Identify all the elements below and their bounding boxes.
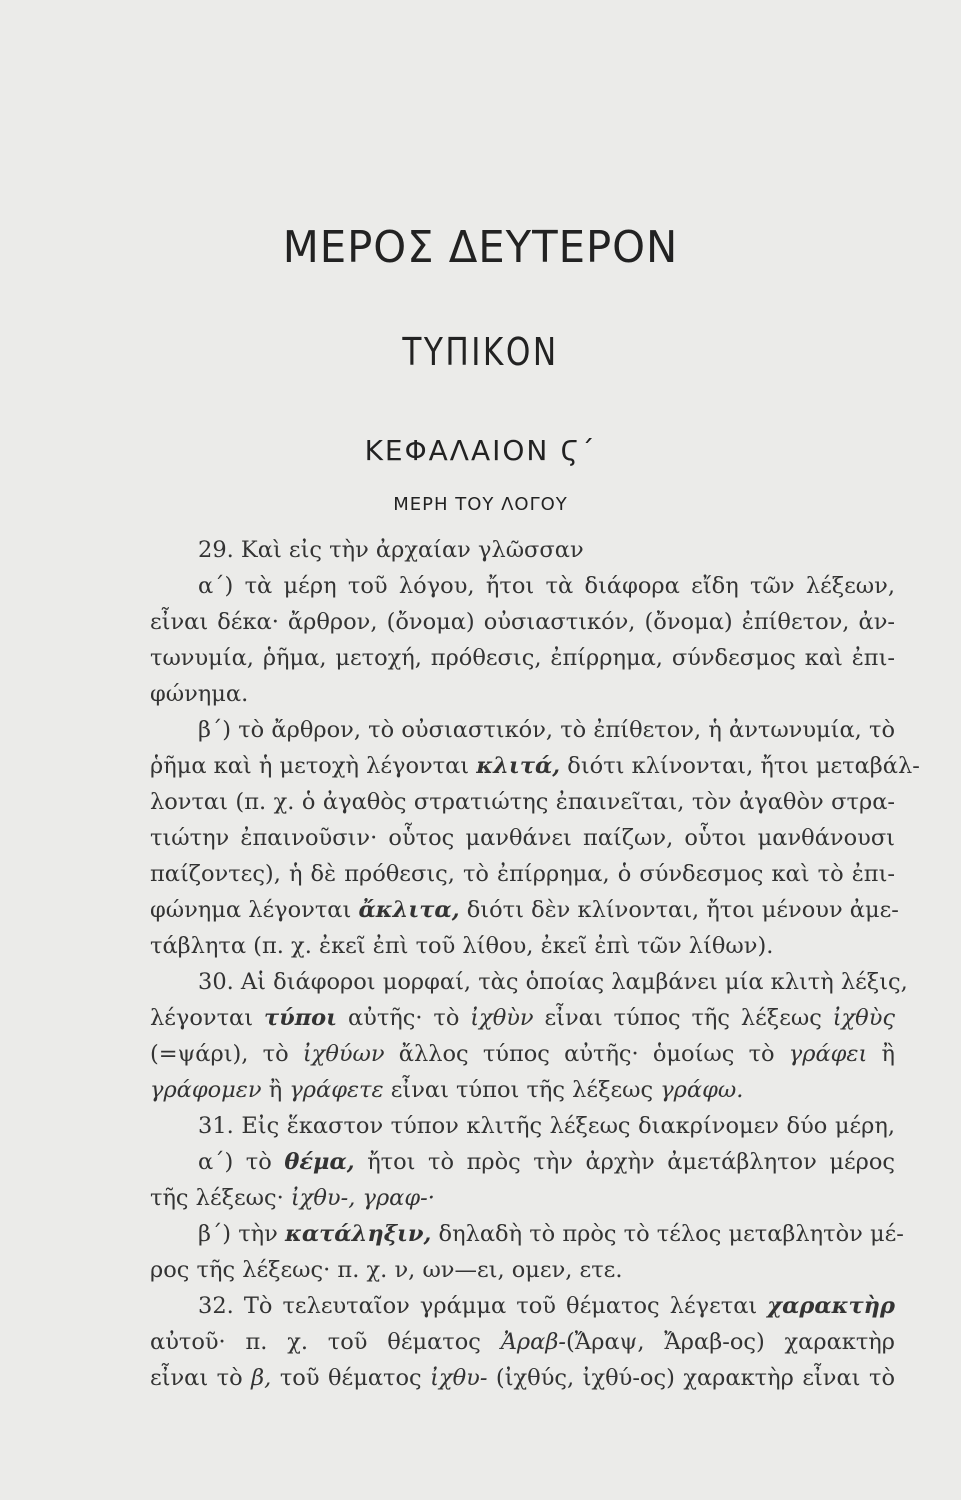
text-run: διότι δὲν κλίνονται, ἤτοι μένουν ἀμε- [459, 897, 899, 923]
text-run: ἢ [261, 1077, 290, 1103]
text-run: φώνημα λέγονται [150, 897, 359, 923]
term-emphasis: ἄκλιτα, [358, 897, 460, 923]
text-run: φώνημα. [150, 681, 249, 707]
text-line [150, 712, 895, 748]
text-line [150, 1216, 904, 1252]
section-title: ΤΥΠΙΚΟΝ [402, 330, 559, 374]
text-run: 29. Καὶ εἰς τὴν ἀρχαίαν γλῶσσαν [198, 537, 584, 563]
text-line [150, 1072, 895, 1108]
chapter-title: ΚΕΦΑΛΑΙΟΝ Ϛ΄ [364, 434, 597, 467]
text-line [150, 604, 895, 640]
text-run: α΄) τὸ [198, 1149, 285, 1175]
text-line [150, 1252, 895, 1288]
text-run: ἄλλος τύπος αὐτῆς· ὁμοίως τὸ [384, 1041, 789, 1067]
chapter-subtitle: ΜΕΡΗ ΤΟΥ ΛΟΓΟΥ [393, 494, 568, 515]
text-line [150, 892, 899, 928]
example-word: ἰχθυ-, γραφ-· [290, 1185, 435, 1211]
text-line [150, 1036, 895, 1072]
text-line [150, 1288, 895, 1324]
text-run: ἢ [867, 1041, 895, 1067]
example-word: γράφω. [660, 1077, 744, 1103]
text-run: λέγονται [150, 1005, 264, 1031]
text-run: τοῦ θέματος [271, 1365, 431, 1391]
example-word: ἰχθὺν [470, 1005, 534, 1031]
part-title: ΜΕΡΟΣ ΔΕΥΤΕΡΟΝ [282, 222, 679, 273]
text-run: 32. Τὸ τελευταῖον γράμμα τοῦ θέματος λέγεται [198, 1293, 768, 1319]
text-run: ῥῆμα καὶ ἡ μετοχὴ λέγονται [150, 753, 477, 779]
text-run: ἤτοι τὸ πρὸς τὴν ἀρχὴν ἀμετάβλητον μέρος [354, 1149, 895, 1175]
text-run: παίζοντες), ἡ δὲ πρόθεσις, τὸ ἐπίρρημα, ὁ σύνδεσμος καὶ τὸ ἐπι- [150, 861, 895, 887]
text-run: λονται (π. χ. ὁ ἀγαθὸς στρατιώτης ἐπαινεῖται, τὸν ἀγαθὸν στρα- [150, 789, 895, 815]
text-line [150, 568, 895, 604]
text-run: τάβλητα (π. χ. ἐκεῖ ἐπὶ τοῦ λίθου, ἐκεῖ ἐπὶ τῶν λίθων). [150, 933, 774, 959]
text-line [150, 1324, 895, 1360]
text-run: τιώτην ἐπαινοῦσιν· οὗτος μανθάνει παίζων, οὗτοι μανθάνουσι [150, 825, 895, 851]
text-line [150, 640, 895, 676]
text-run: β΄) τὴν [198, 1221, 285, 1247]
example-word: β, [251, 1365, 272, 1391]
example-word: ἰχθὺς [832, 1005, 895, 1031]
text-line [150, 964, 908, 1000]
text-run: εἶναι τὸ [150, 1365, 252, 1391]
text-run: διότι κλίνονται, ἤτοι μεταβάλ- [560, 753, 920, 779]
body-text [150, 532, 920, 1396]
example-word: γράφομεν [150, 1077, 262, 1103]
term-emphasis: κλιτά, [476, 753, 561, 779]
text-run: 30. Αἱ διάφοροι μορφαί, τὰς ὁποίας λαμβάνει μία κλιτὴ λέξις, [198, 969, 908, 995]
text-line [150, 1360, 895, 1396]
text-run: 31. Εἰς ἕκαστον τύπον κλιτῆς λέξεως διακρίνομεν δύο μέρη, [198, 1113, 895, 1139]
example-word: ἰχθύων [302, 1041, 385, 1067]
text-run: αὐτῆς· τὸ [337, 1005, 471, 1031]
term-emphasis: θέμα, [284, 1149, 355, 1175]
term-emphasis: χαρακτὴρ [767, 1293, 895, 1319]
example-word: ἰχθυ- [430, 1365, 488, 1391]
text-line [150, 676, 895, 712]
text-line [150, 1180, 895, 1216]
text-run: εἶναι τύπος τῆς λέξεως [533, 1005, 833, 1031]
term-emphasis: τύποι [263, 1005, 338, 1031]
text-run: αὐτοῦ· π. χ. τοῦ θέματος [150, 1329, 501, 1355]
text-run: δηλαδὴ τὸ πρὸς τὸ τέλος μεταβλητὸν μέ- [431, 1221, 904, 1247]
text-run: (=ψάρι), τὸ [150, 1041, 303, 1067]
text-run: εἶναι δέκα· ἄρθρον, (ὄνομα) οὐσιαστικόν, (ὄνομα) ἐπίθετον, ἀν- [150, 609, 895, 635]
text-run: τωνυμία, ῥῆμα, μετοχή, πρόθεσις, ἐπίρρημα, σύνδεσμος καὶ ἐπι- [150, 645, 895, 671]
text-line [150, 856, 895, 892]
text-run: τῆς λέξεως· [150, 1185, 291, 1211]
text-line [150, 784, 895, 820]
text-line [150, 1144, 895, 1180]
text-line [150, 1108, 895, 1144]
text-line [150, 748, 920, 784]
example-word: γράφει [788, 1041, 868, 1067]
text-line [150, 820, 895, 856]
text-line [150, 928, 895, 964]
text-line [150, 1000, 895, 1036]
example-word: γράφετε [289, 1077, 384, 1103]
text-line [150, 532, 895, 568]
text-run: εἶναι τύποι τῆς λέξεως [383, 1077, 661, 1103]
example-word: Ἀραβ- [500, 1329, 566, 1355]
text-run: (ἰχθύς, ἰχθύ-ος) χαρακτὴρ εἶναι τὸ [487, 1365, 895, 1391]
text-run: (Ἄραψ, Ἄραβ-ος) χαρακτὴρ [565, 1329, 896, 1355]
text-run: α΄) τὰ μέρη τοῦ λόγου, ἤτοι τὰ διάφορα εἴδη τῶν λέξεων, [198, 573, 895, 599]
text-run: ρος τῆς λέξεως· π. χ. ν, ων—ει, ομεν, ετε. [150, 1257, 623, 1283]
term-emphasis: κατάληξιν, [284, 1221, 432, 1247]
text-run: β΄) τὸ ἄρθρον, τὸ οὐσιαστικόν, τὸ ἐπίθετον, ἡ ἀντωνυμία, τὸ [198, 717, 895, 743]
